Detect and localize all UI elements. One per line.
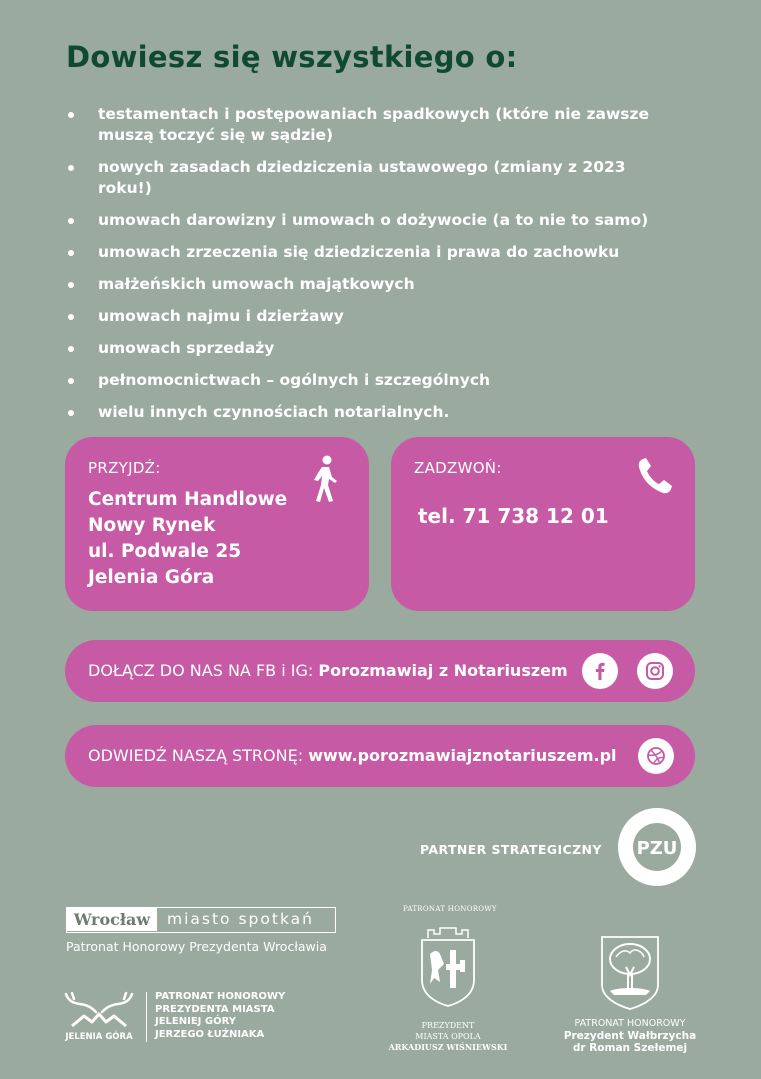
- walking-person-icon: [312, 455, 338, 507]
- address-line: Centrum Handlowe: [88, 489, 288, 510]
- topics-list: [66, 104, 666, 434]
- social-text: DOŁĄCZ DO NAS NA FB i IG: Porozmawiaj z Notariuszem: [88, 661, 568, 680]
- call-card: [391, 437, 695, 611]
- list-item: wielu innych czynnościach notarialnych.: [66, 402, 666, 423]
- dribbble-icon[interactable]: [638, 738, 674, 774]
- bullet-icon: [68, 250, 74, 256]
- bullet-icon: [68, 346, 74, 352]
- website-link[interactable]: www.porozmawiajznotariuszem.pl: [308, 746, 617, 765]
- list-item: pełnomocnictwach – ogólnych i szczególnych: [66, 370, 666, 391]
- opole-crest-icon: [416, 920, 480, 1014]
- address-line: ul. Podwale 25: [88, 541, 242, 562]
- wroclaw-logo: [66, 907, 336, 933]
- list-item: małżeńskich umowach majątkowych: [66, 274, 666, 295]
- opole-patron: PREZYDENT MIASTA OPOLA ARKADIUSZ WIŚNIEWSKI: [388, 1021, 508, 1052]
- wroclaw-logo-slogan: miasto spotkań: [167, 910, 314, 928]
- address-line: Jelenia Góra: [88, 567, 215, 588]
- svg-text:PZU: PZU: [636, 838, 678, 859]
- pzu-logo[interactable]: [618, 808, 696, 886]
- visit-label: PRZYJDŹ:: [88, 459, 161, 477]
- bullet-icon: [68, 410, 74, 416]
- wroclaw-patron-caption: Patronat Honorowy Prezydenta Wrocławia: [66, 939, 327, 954]
- social-name[interactable]: Porozmawiaj z Notariuszem: [318, 661, 568, 680]
- call-label: ZADZWOŃ:: [414, 459, 502, 477]
- bullet-icon: [68, 378, 74, 384]
- walbrzych-patron: PATRONAT HONOROWY Prezydent Wałbrzycha dr Roman Szełemej: [563, 1018, 697, 1054]
- bullet-icon: [68, 282, 74, 288]
- walbrzych-crest-icon: [600, 935, 660, 1015]
- partner-label: PARTNER STRATEGICZNY: [420, 842, 602, 857]
- divider: [146, 992, 147, 1042]
- bullet-icon: [68, 165, 74, 171]
- list-item: umowach najmu i dzierżawy: [66, 306, 666, 327]
- facebook-icon[interactable]: [582, 653, 618, 689]
- phone-icon[interactable]: [637, 457, 673, 499]
- bullet-icon: [68, 314, 74, 320]
- website-text: ODWIEDŹ NASZĄ STRONĘ: www.porozmawiajznotariuszem.pl: [88, 746, 617, 765]
- list-item: testamentach i postępowaniach spadkowych (które nie zawsze muszą toczyć się w sądzie): [66, 104, 666, 146]
- social-banner: [65, 640, 695, 702]
- bullet-icon: [68, 218, 74, 224]
- phone-number[interactable]: tel. 71 738 12 01: [418, 504, 609, 528]
- jelenia-gora-logo-text: JELENIA GÓRA: [65, 1032, 133, 1042]
- address-line: Nowy Rynek: [88, 515, 216, 536]
- list-item: umowach zrzeczenia się dziedziczenia i prawa do zachowku: [66, 242, 666, 263]
- visit-address: [88, 487, 287, 591]
- list-item: nowych zasadach dziedziczenia ustawowego (zmiany z 2023 roku!): [66, 157, 666, 199]
- bullet-icon: [68, 112, 74, 118]
- wroclaw-logo-name: Wrocław: [67, 908, 157, 931]
- instagram-icon[interactable]: [637, 653, 673, 689]
- page-title: Dowiesz się wszystkiego o:: [66, 40, 518, 74]
- list-item: umowach darowizny i umowach o dożywocie (a to nie to samo): [66, 210, 666, 231]
- jelenia-gora-logo: [62, 990, 136, 1046]
- opole-patron-heading: PATRONAT HONOROWY: [403, 905, 497, 913]
- website-banner: [65, 725, 695, 787]
- list-item: umowach sprzedaży: [66, 338, 666, 359]
- visit-card: [65, 437, 369, 611]
- jelenia-gora-patron: PATRONAT HONOROWY PREZYDENTA MIASTA JELENIEJ GÓRY JERZEGO ŁUŹNIAKA: [155, 991, 286, 1040]
